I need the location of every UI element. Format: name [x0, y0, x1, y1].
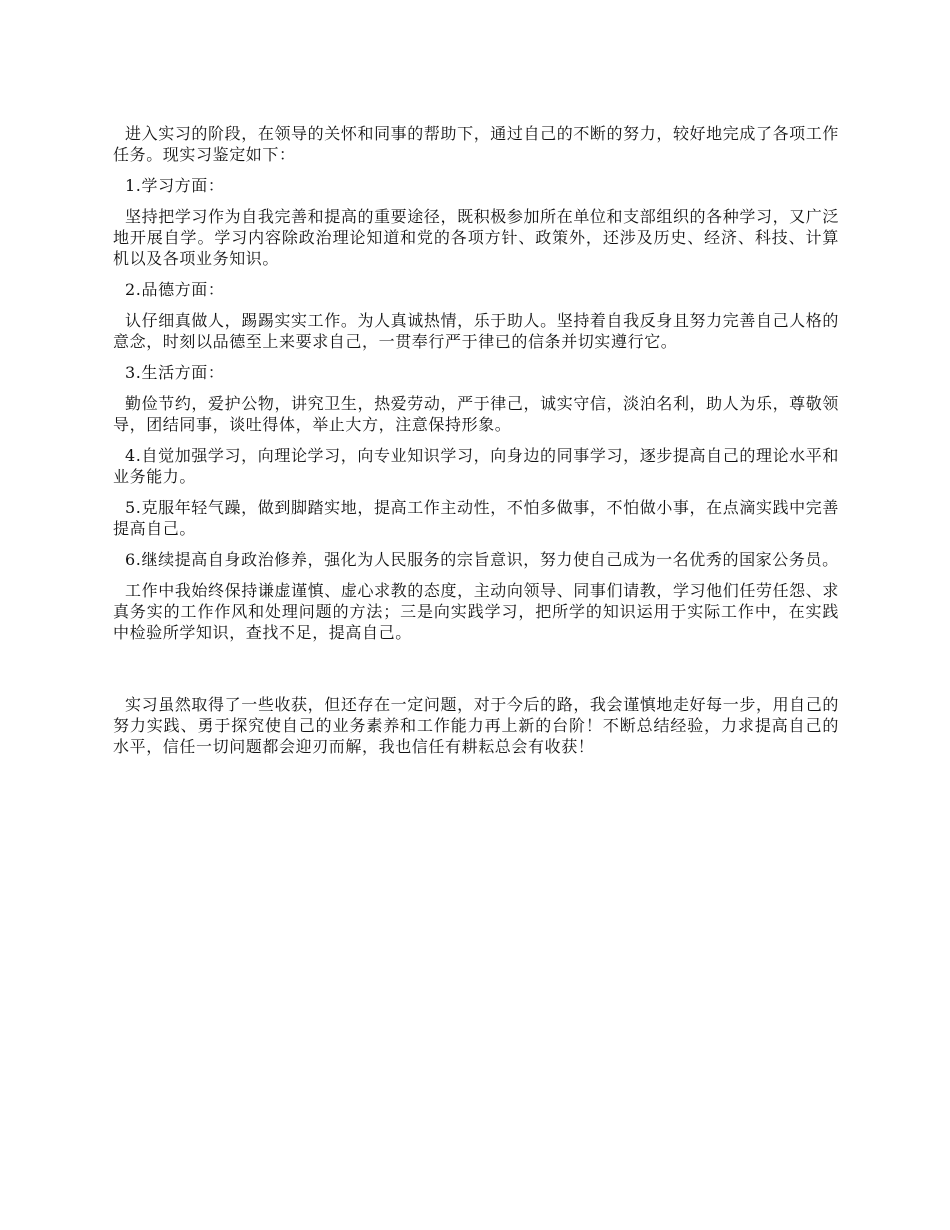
study-paragraph: 坚持把学习作为自我完善和提高的重要途径，既积极参加所在单位和支部组织的各种学习，又广泛地开展自学。学习内容除政治理论知道和党的各项方针、政策外，还涉及历史、经济、科技、计算机以及各项业务知识。 — [113, 207, 839, 268]
work-attitude-paragraph: 工作中我始终保持谦虚谨慎、虚心求教的态度，主动向领导、同事们请教，学习他们任劳任怨、求真务实的工作作风和处理问题的方法；三是向实践学习，把所学的知识运用于实际工作中，在实践中检验所学知识，查找不足，提高自己。 — [113, 581, 839, 642]
point-5-paragraph: 5.克服年轻气躁，做到脚踏实地，提高工作主动性，不怕多做事，不怕做小事，在点滴实践中完善提高自己。 — [113, 498, 839, 538]
section-heading-study: 1.学习方面： — [125, 176, 225, 195]
document-page — [113, 123, 839, 767]
morality-paragraph: 认仔细真做人，踢踢实实工作。为人真诚热情，乐于助人。坚持着自我反身且努力完善自己人格的意念，时刻以品德至上来要求自己，一贯奉行严于律已的信条并切实遵行它。 — [113, 311, 839, 351]
life-paragraph: 勤俭节约，爱护公物，讲究卫生，热爱劳动，严于律己，诚实守信，淡泊名利，助人为乐，尊敬领导，团结同事，谈吐得体，举止大方，注意保持形象。 — [113, 394, 839, 434]
section-heading-life: 3.生活方面： — [125, 363, 225, 382]
point-4-paragraph: 4.自觉加强学习，向理论学习，向专业知识学习，向身边的同事学习，逐步提高自己的理论水平和业务能力。 — [113, 446, 839, 486]
section-heading-morality: 2.品德方面： — [125, 280, 225, 299]
paragraph-spacer — [113, 653, 839, 694]
point-6-paragraph: 6.继续提高自身政治修养，强化为人民服务的宗旨意识，努力使自己成为一名优秀的国家公务员。 — [125, 550, 839, 569]
intro-paragraph: 进入实习的阶段，在领导的关怀和同事的帮助下，通过自己的不断的努力，较好地完成了各项工作任务。现实习鉴定如下： — [113, 124, 839, 164]
conclusion-paragraph: 实习虽然取得了一些收获，但还存在一定问题，对于今后的路，我会谨慎地走好每一步，用自己的努力实践、勇于探究使自己的业务素养和工作能力再上新的台阶！不断总结经验，力求提高自己的水平，信任一切问题都会迎刃而解，我也信任有耕耘总会有收获！ — [113, 695, 839, 756]
